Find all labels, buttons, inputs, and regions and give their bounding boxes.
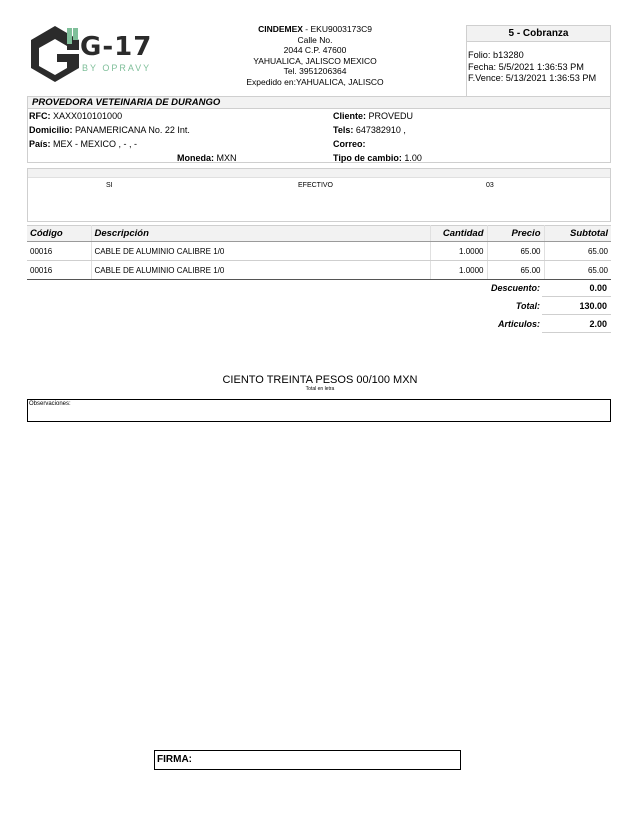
discount-value: 0.00 (542, 280, 611, 297)
col-code: Código (27, 226, 91, 242)
row-description: CABLE DE ALUMINIO CALIBRE 1/0 (91, 261, 430, 280)
row-price: 65.00 (487, 242, 544, 261)
amount-in-words-caption: Total en letra (305, 386, 335, 392)
issuer-phone: Tel. 3951206364 (283, 66, 347, 76)
row-code: 00016 (27, 242, 91, 261)
issuer-street: Calle No. (297, 34, 333, 45)
client-name-row: Cliente: PROVEDU (333, 111, 414, 121)
client-email-row: Correo: (333, 139, 366, 149)
client-currency-row: Moneda: MXN (177, 153, 237, 163)
row-description: CABLE DE ALUMINIO CALIBRE 1/0 (91, 242, 430, 261)
issuer-issued-at: Expedido en:YAHUALICA, JALISCO (246, 76, 384, 87)
total-row: Total: 130.00 (470, 298, 611, 316)
client-phones-row: Tels: 647382910 , (333, 125, 406, 135)
col-price: Precio (487, 226, 544, 242)
col-description: Descripción (91, 226, 430, 242)
table-row (27, 242, 611, 261)
payment-flag: SI (106, 182, 113, 189)
discount-row: Descuento: 0.00 (470, 280, 611, 298)
client-exchange-row: Tipo de cambio: 1.00 (333, 153, 422, 163)
row-qty: 1.0000 (430, 261, 487, 280)
client-country-row: País: MEX - MEXICO , - , - (29, 139, 138, 149)
row-subtotal: 65.00 (544, 261, 611, 280)
logo-hexagon-icon (27, 24, 87, 84)
document-date: Fecha: 5/5/2021 1:36:53 PM (468, 61, 584, 72)
items-table (27, 225, 611, 280)
total-value: 130.00 (542, 298, 611, 315)
payment-method: EFECTIVO (298, 182, 334, 189)
row-subtotal: 65.00 (544, 242, 611, 261)
issuer-name: CINDEMEX (258, 24, 303, 34)
client-address-row: Domicilio: PANAMERICANA No. 22 Int. (29, 125, 190, 135)
articles-value: 2.00 (542, 316, 611, 333)
client-rfc-row: RFC: XAXX010101000 (29, 111, 123, 121)
document-due-date: F.Vence: 5/13/2021 1:36:53 PM (468, 73, 597, 83)
col-qty: Cantidad (430, 226, 487, 242)
observations-label: Observaciones: (29, 401, 71, 407)
client-block (27, 96, 611, 163)
document-folio: Folio: b13280 (468, 50, 524, 60)
row-qty: 1.0000 (430, 242, 487, 261)
payment-block (27, 168, 611, 222)
issuer-address: 2044 C.P. 47600 (283, 45, 347, 55)
signature-box (154, 750, 461, 770)
col-subtotal: Subtotal (544, 226, 611, 242)
row-price: 65.00 (487, 261, 544, 280)
logo-brand: G-17 (80, 32, 153, 62)
logo-tagline: BY OPRAVY (82, 63, 152, 73)
table-row (27, 261, 611, 280)
signature-label: FIRMA: (157, 754, 192, 765)
row-code: 00016 (27, 261, 91, 280)
issuer-rfc: EKU9003173C9 (310, 24, 372, 34)
amount-in-words: CIENTO TREINTA PESOS 00/100 MXN (222, 374, 418, 386)
document-info-box (466, 25, 611, 97)
issuer-block: CINDEMEX - EKU9003173C9 Calle No. 2044 C.P. 47600 YAHUALICA, JALISCO MEXICO Tel. 3951206364 Expedido en:YAHUALICA, JALISCO (225, 24, 405, 87)
articles-row: Articulos: 2.00 (470, 316, 611, 334)
issuer-city: YAHUALICA, JALISCO MEXICO (253, 55, 377, 66)
document-title: 5 - Cobranza (467, 26, 610, 42)
client-company: PROVEDORA VETEINARIA DE DURANGO (28, 97, 610, 109)
payment-code: 03 (486, 182, 494, 189)
observations-box (27, 399, 611, 422)
